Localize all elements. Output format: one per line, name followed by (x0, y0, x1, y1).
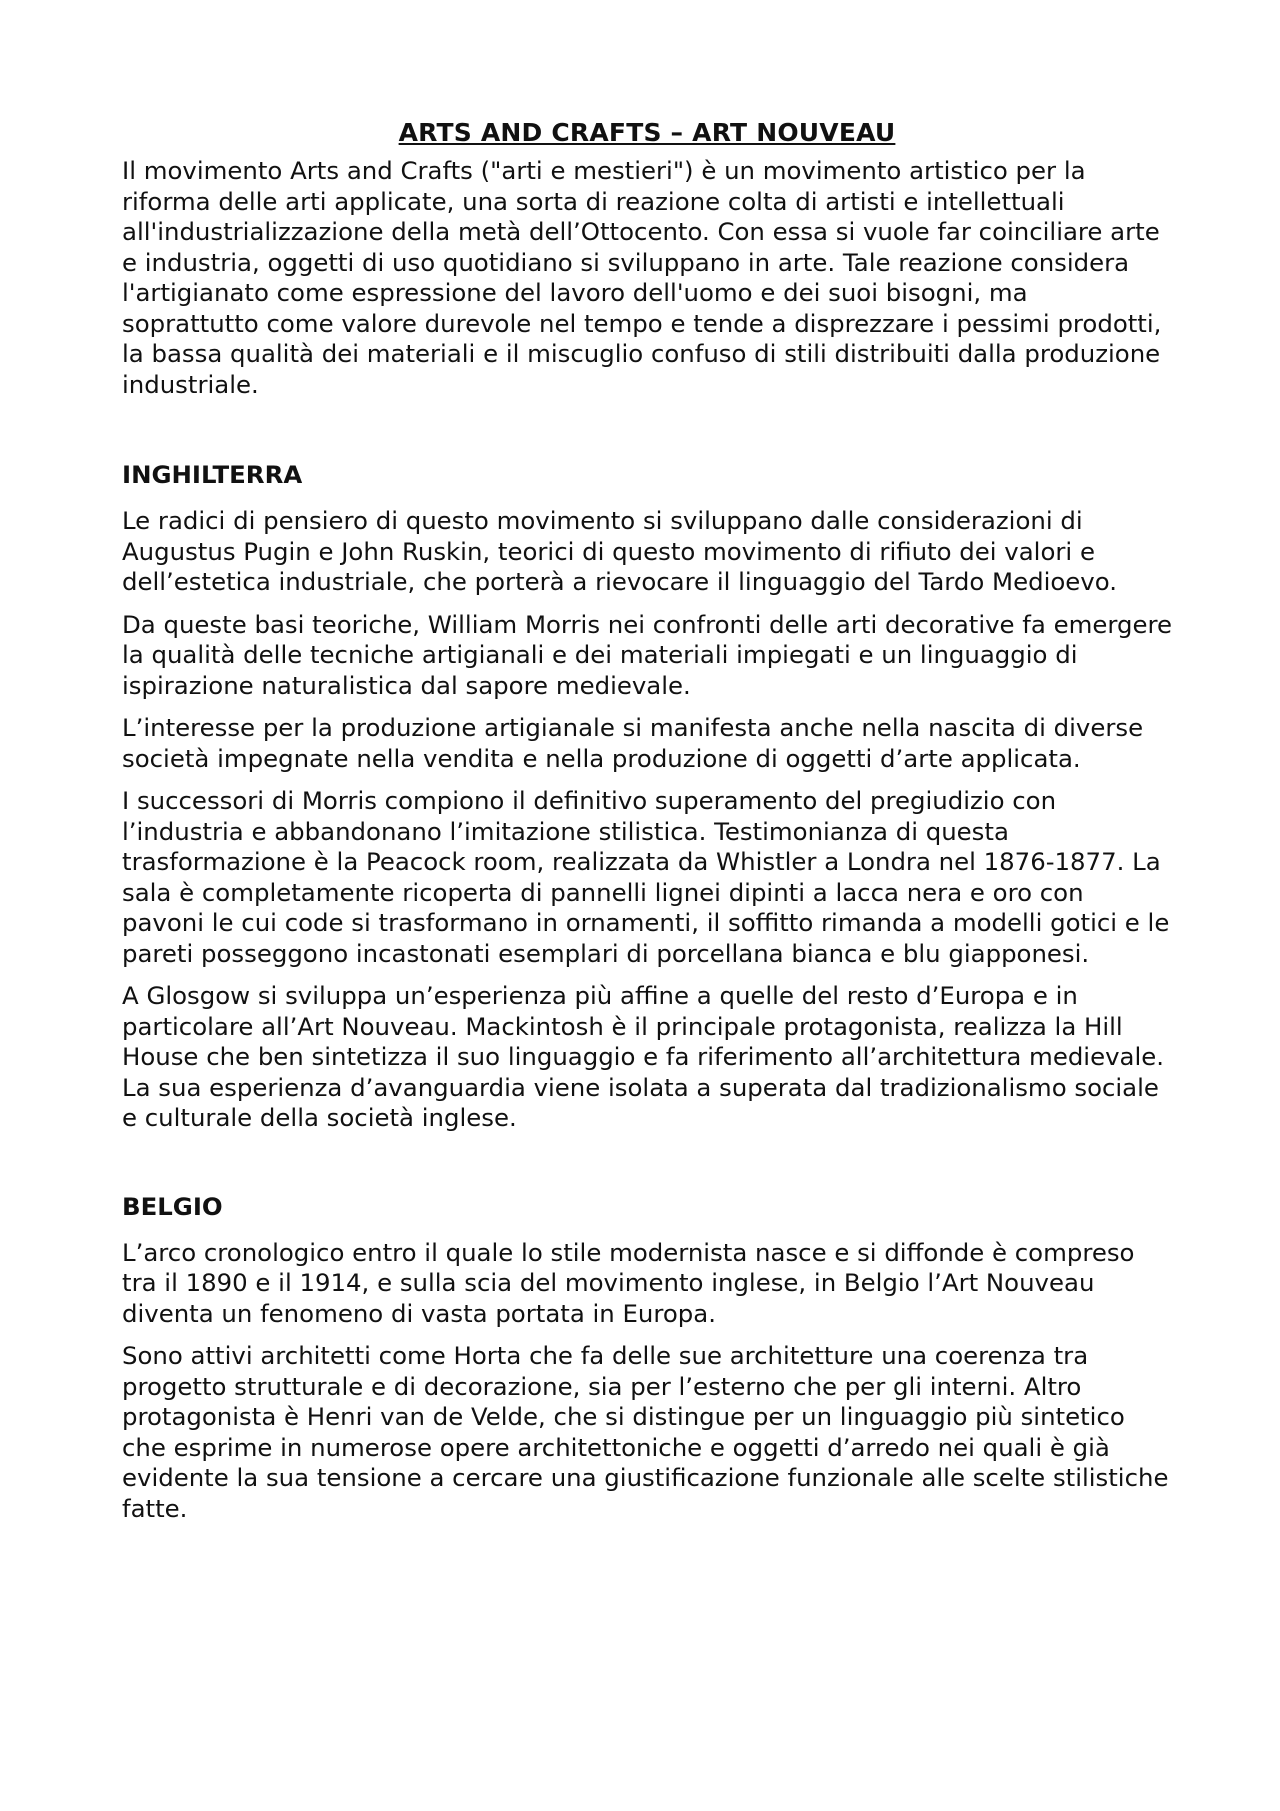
paragraph: Da queste basi teoriche, William Morris nei confronti delle arti decorative fa emergere la qualità delle tecniche artigianali e dei materiali impiegati e un linguaggio di ispirazione naturalistica dal sapore medievale. (122, 609, 1172, 700)
paragraph: L’arco cronologico entro il quale lo stile modernista nasce e si diffonde è compreso tra il 1890 e il 1914, e sulla scia del movimento inglese, in Belgio l’Art Nouveau diventa un fenomeno di vasta portata in Europa. (122, 1237, 1135, 1328)
paragraph: Sono attivi architetti come Horta che fa delle sue architetture una coerenza tra progetto strutturale e di decorazione, sia per l’esterno che per gli interni. Altro protagonista è Henri van de Velde, che si distingue per un linguaggio più sintetico che esprime in numerose opere architettoniche e oggetti d’arredo nei quali è già evidente la sua tensione a cercare una giustificazione funzionale alle scelte stilistiche fatte. (122, 1341, 1169, 1523)
paragraph: L’interesse per la produzione artigianale si manifesta anche nella nascita di diverse società impegnate nella vendita e nella produzione di oggetti d’arte applicata. (122, 713, 1144, 773)
section-heading-belgio: BELGIO (122, 1191, 223, 1221)
document-title: ARTS AND CRAFTS – ART NOUVEAU (398, 118, 896, 147)
document-page (122, 118, 1172, 1524)
paragraph: Le radici di pensiero di questo movimento si sviluppano dalle considerazioni di Augustus Pugin e John Ruskin, teorici di questo movimento di rifiuto dei valori e dell’estetica industriale, che porterà a rievocare il linguaggio del Tardo Medioevo. (122, 506, 1117, 596)
paragraph: I successori di Morris compiono il definitivo superamento del pregiudizio con l’industria e abbandonano l’imitazione stilistica. Testimonianza di questa trasformazione è la Peacock room, realizzata da Whistler a Londra nel 1876-1877. La sala è completamente ricoperta di pannelli lignei dipinti a lacca nera e oro con pavoni le cui code si trasformano in ornamenti, il soffitto rimanda a modelli gotici e le pareti posseggono incastonati esemplari di porcellana bianca e blu giapponesi. (122, 786, 1170, 968)
paragraph: A Glosgow si sviluppa un’esperienza più affine a quelle del resto d’Europa e in particolare all’Art Nouveau. Mackintosh è il principale protagonista, realizza la Hill House che ben sintetizza il suo linguaggio e fa riferimento all’architettura medievale. La sua esperienza d’avanguardia viene isolata a superata dal tradizionalismo sociale e culturale della società inglese. (122, 981, 1165, 1132)
intro-paragraph: Il movimento Arts and Crafts ("arti e mestieri") è un movimento artistico per la riforma delle arti applicate, una sorta di reazione colta di artisti e intellettuali all'industrializzazione della metà dell’Ottocento. Con essa si vuole far coinciliare arte e industria, oggetti di uso quotidiano si sviluppano in arte. Tale reazione considera l'artigianato come espressione del lavoro dell'uomo e dei suoi bisogni, ma soprattutto come valore durevole nel tempo e tende a disprezzare i pessimi prodotti, la bassa qualità dei materiali e il miscuglio confuso di stili distribuiti dalla produzione industriale. (122, 156, 1162, 399)
section-heading-inghilterra: INGHILTERRA (122, 460, 303, 489)
